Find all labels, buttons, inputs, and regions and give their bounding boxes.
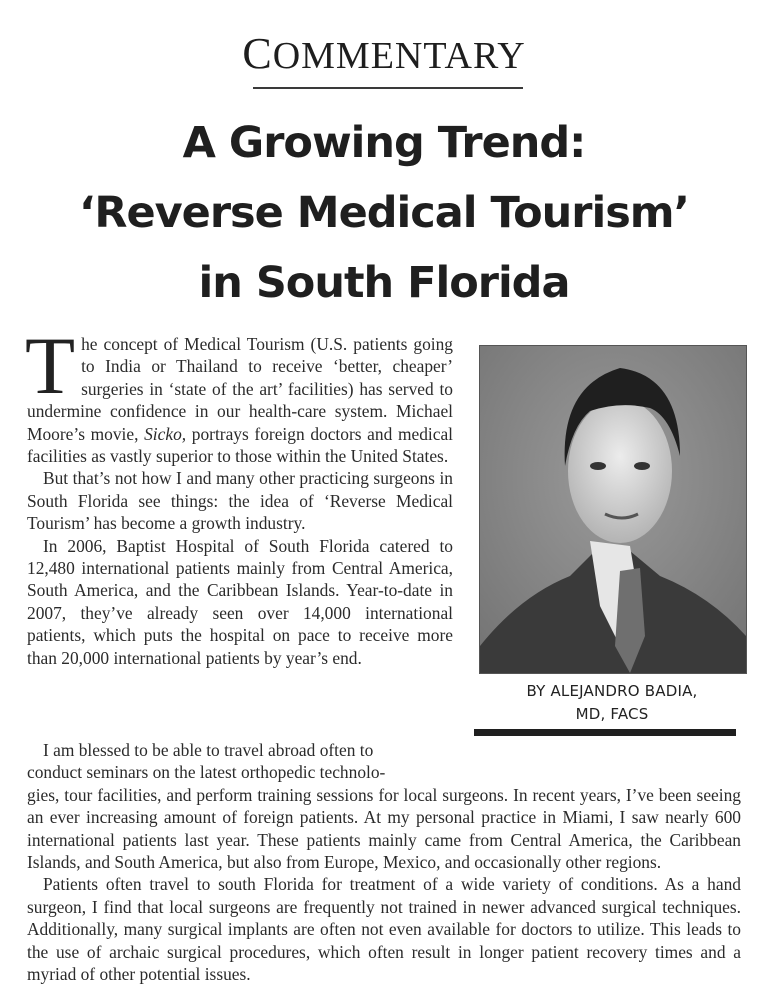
- article-column: [25, 320, 453, 669]
- byline-credentials: MD, FACS: [575, 705, 649, 723]
- headline: [0, 108, 768, 318]
- byline-divider: [474, 729, 736, 736]
- paragraph-text: portrays foreign doctors and medical facilities as vastly superior to those within the United States.: [27, 423, 453, 467]
- paragraph-text: he concept of Medical Tourism (U.S. patients going to India or Thailand to receive ‘better, cheaper’ surgeries in ‘state of the art’ facilities) has served to undermine confidence in our health-care system. Michael Moore’s movie,: [27, 334, 453, 444]
- byline-name: BY ALEJANDRO BADIA,: [526, 682, 698, 700]
- article-paragraph-4-line-1: I am blessed to be able to travel abroad often to: [43, 740, 374, 760]
- section-label-rest: OMMENTARY: [272, 35, 526, 77]
- article-continuation: [27, 739, 741, 985]
- drop-cap: T: [25, 320, 76, 411]
- article-paragraph-3: In 2006, Baptist Hospital of South Florida catered to 12,480 international patients mainly from Central America, South America, and the Caribbean Islands. Year-to-date in 2007, they’ve already seen over 14,000 international patients, which puts the hospital on pace to receive more than 20,000 international patients by year’s end.: [27, 535, 453, 668]
- movie-title: Sicko,: [144, 423, 187, 444]
- byline: [478, 680, 746, 726]
- article-paragraph-4-line-2: conduct seminars on the latest orthopedic technolo-: [27, 762, 386, 783]
- headline-line-3: in South Florida: [198, 258, 570, 308]
- article-paragraph-2: But that’s not how I and many other practicing surgeons in South Florida see things: the idea of ‘Reverse Medical Tourism’ has become a growth industry.: [27, 468, 453, 534]
- headline-line-2: ‘Reverse Medical Tourism’: [79, 188, 689, 238]
- article-paragraph-4: gies, tour facilities, and perform training sessions for local surgeons. In recent years, I’ve been seeing an ever increasing amount of foreign patients. At my personal practice in Miami, I saw nearly 600 international patients last year. These patients mainly came from Central America, the Caribbean Islands, and South America, but also from Europe, Mexico, and occasionally other regions.: [27, 784, 741, 873]
- article-paragraph-5: Patients often travel to south Florida for treatment of a wide variety of conditions. As a hand surgeon, I find that local surgeons are frequently not trained in newer advanced surgical techniques. Additionally, many surgical implants are often not even available for doctors to utilize. This leads to the use of archaic surgical procedures, which often result in longer patient recovery times and a myriad of other potential issues.: [27, 874, 741, 985]
- article-paragraph-1: [25, 320, 453, 467]
- headline-line-1: A Growing Trend:: [182, 118, 586, 168]
- section-label-initial: C: [242, 29, 273, 78]
- author-photo: [479, 345, 747, 674]
- section-label: [0, 28, 768, 79]
- portrait-image: [480, 346, 746, 673]
- section-divider: [253, 87, 523, 89]
